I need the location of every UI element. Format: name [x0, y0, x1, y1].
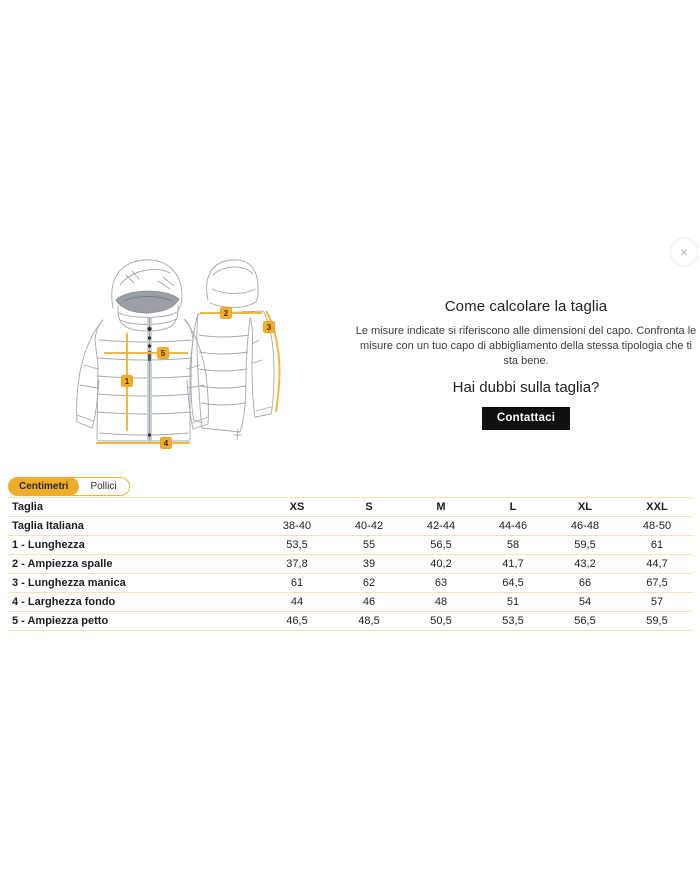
table-row: [8, 593, 693, 612]
front-view-illustration: [77, 260, 209, 441]
size-value: 44-46: [477, 517, 549, 536]
row-label: 2 - Ampiezza spalle: [8, 555, 261, 574]
size-value: 53,5: [477, 612, 549, 631]
tab-centimetri[interactable]: Centimetri: [8, 477, 79, 496]
size-value: 53,5: [261, 536, 333, 555]
column-header: S: [333, 498, 405, 517]
size-value: 44,7: [621, 555, 693, 574]
size-table-body: [8, 517, 693, 631]
how-to-title: Come calcolare la taglia: [444, 298, 608, 315]
row-label: 4 - Larghezza fondo: [8, 593, 261, 612]
size-value: 41,7: [477, 555, 549, 574]
how-to-section: [352, 298, 700, 430]
size-value: 56,5: [405, 536, 477, 555]
measurement-badge-4: 4: [163, 439, 169, 448]
size-value: 42-44: [405, 517, 477, 536]
table-row: [8, 536, 693, 555]
size-value: 40,2: [405, 555, 477, 574]
measurement-badge-1: 1: [124, 377, 130, 386]
size-value: 46-48: [549, 517, 621, 536]
size-value: 48,5: [333, 612, 405, 631]
size-value: 44: [261, 593, 333, 612]
column-header: XL: [549, 498, 621, 517]
size-value: 37,8: [261, 555, 333, 574]
table-row: [8, 555, 693, 574]
size-value: 46: [333, 593, 405, 612]
table-row: [8, 574, 693, 593]
size-value: 63: [405, 574, 477, 593]
size-doubt-question: Hai dubbi sulla taglia?: [452, 379, 600, 396]
jacket-illustration: [60, 245, 300, 480]
size-value: 59,5: [549, 536, 621, 555]
size-value: 59,5: [621, 612, 693, 631]
size-value: 58: [477, 536, 549, 555]
tab-pollici[interactable]: Pollici: [90, 481, 117, 492]
size-diagram: [60, 245, 300, 480]
column-header: L: [477, 498, 549, 517]
table-row: [8, 612, 693, 631]
column-header-label: Taglia: [8, 498, 261, 517]
size-value: 57: [621, 593, 693, 612]
row-label: Taglia Italiana: [8, 517, 261, 536]
size-table-header-row: [8, 498, 693, 517]
back-view-illustration: [191, 260, 274, 440]
row-label: 1 - Lunghezza: [8, 536, 261, 555]
size-value: 38-40: [261, 517, 333, 536]
contact-button[interactable]: Contattaci: [482, 407, 570, 430]
row-label: 3 - Lunghezza manica: [8, 574, 261, 593]
size-value: 39: [333, 555, 405, 574]
measurement-badge-2: 2: [223, 309, 229, 318]
size-value: 46,5: [261, 612, 333, 631]
table-row: [8, 517, 693, 536]
unit-tabs: [8, 477, 130, 496]
measurement-badge-3: 3: [266, 323, 272, 332]
column-header: XXL: [621, 498, 693, 517]
size-value: 61: [261, 574, 333, 593]
size-value: 40-42: [333, 517, 405, 536]
close-icon: ×: [679, 244, 689, 260]
size-value: 55: [333, 536, 405, 555]
measurement-badge-5: 5: [160, 349, 166, 358]
how-to-description: Le misure indicate si riferiscono alle dimensioni del capo. Confronta le misure con un tuo capo di abbigliamento della stessa tipologia che ti sta bene.: [355, 325, 697, 367]
size-value: 64,5: [477, 574, 549, 593]
size-value: 61: [621, 536, 693, 555]
size-value: 51: [477, 593, 549, 612]
size-value: 54: [549, 593, 621, 612]
row-label: 5 - Ampiezza petto: [8, 612, 261, 631]
column-header: XS: [261, 498, 333, 517]
size-value: 66: [549, 574, 621, 593]
size-value: 62: [333, 574, 405, 593]
close-button[interactable]: [670, 238, 698, 266]
size-value: 50,5: [405, 612, 477, 631]
size-table: [8, 497, 693, 631]
column-header: M: [405, 498, 477, 517]
size-value: 67,5: [621, 574, 693, 593]
size-value: 48: [405, 593, 477, 612]
size-value: 56,5: [549, 612, 621, 631]
size-value: 48-50: [621, 517, 693, 536]
size-value: 43,2: [549, 555, 621, 574]
